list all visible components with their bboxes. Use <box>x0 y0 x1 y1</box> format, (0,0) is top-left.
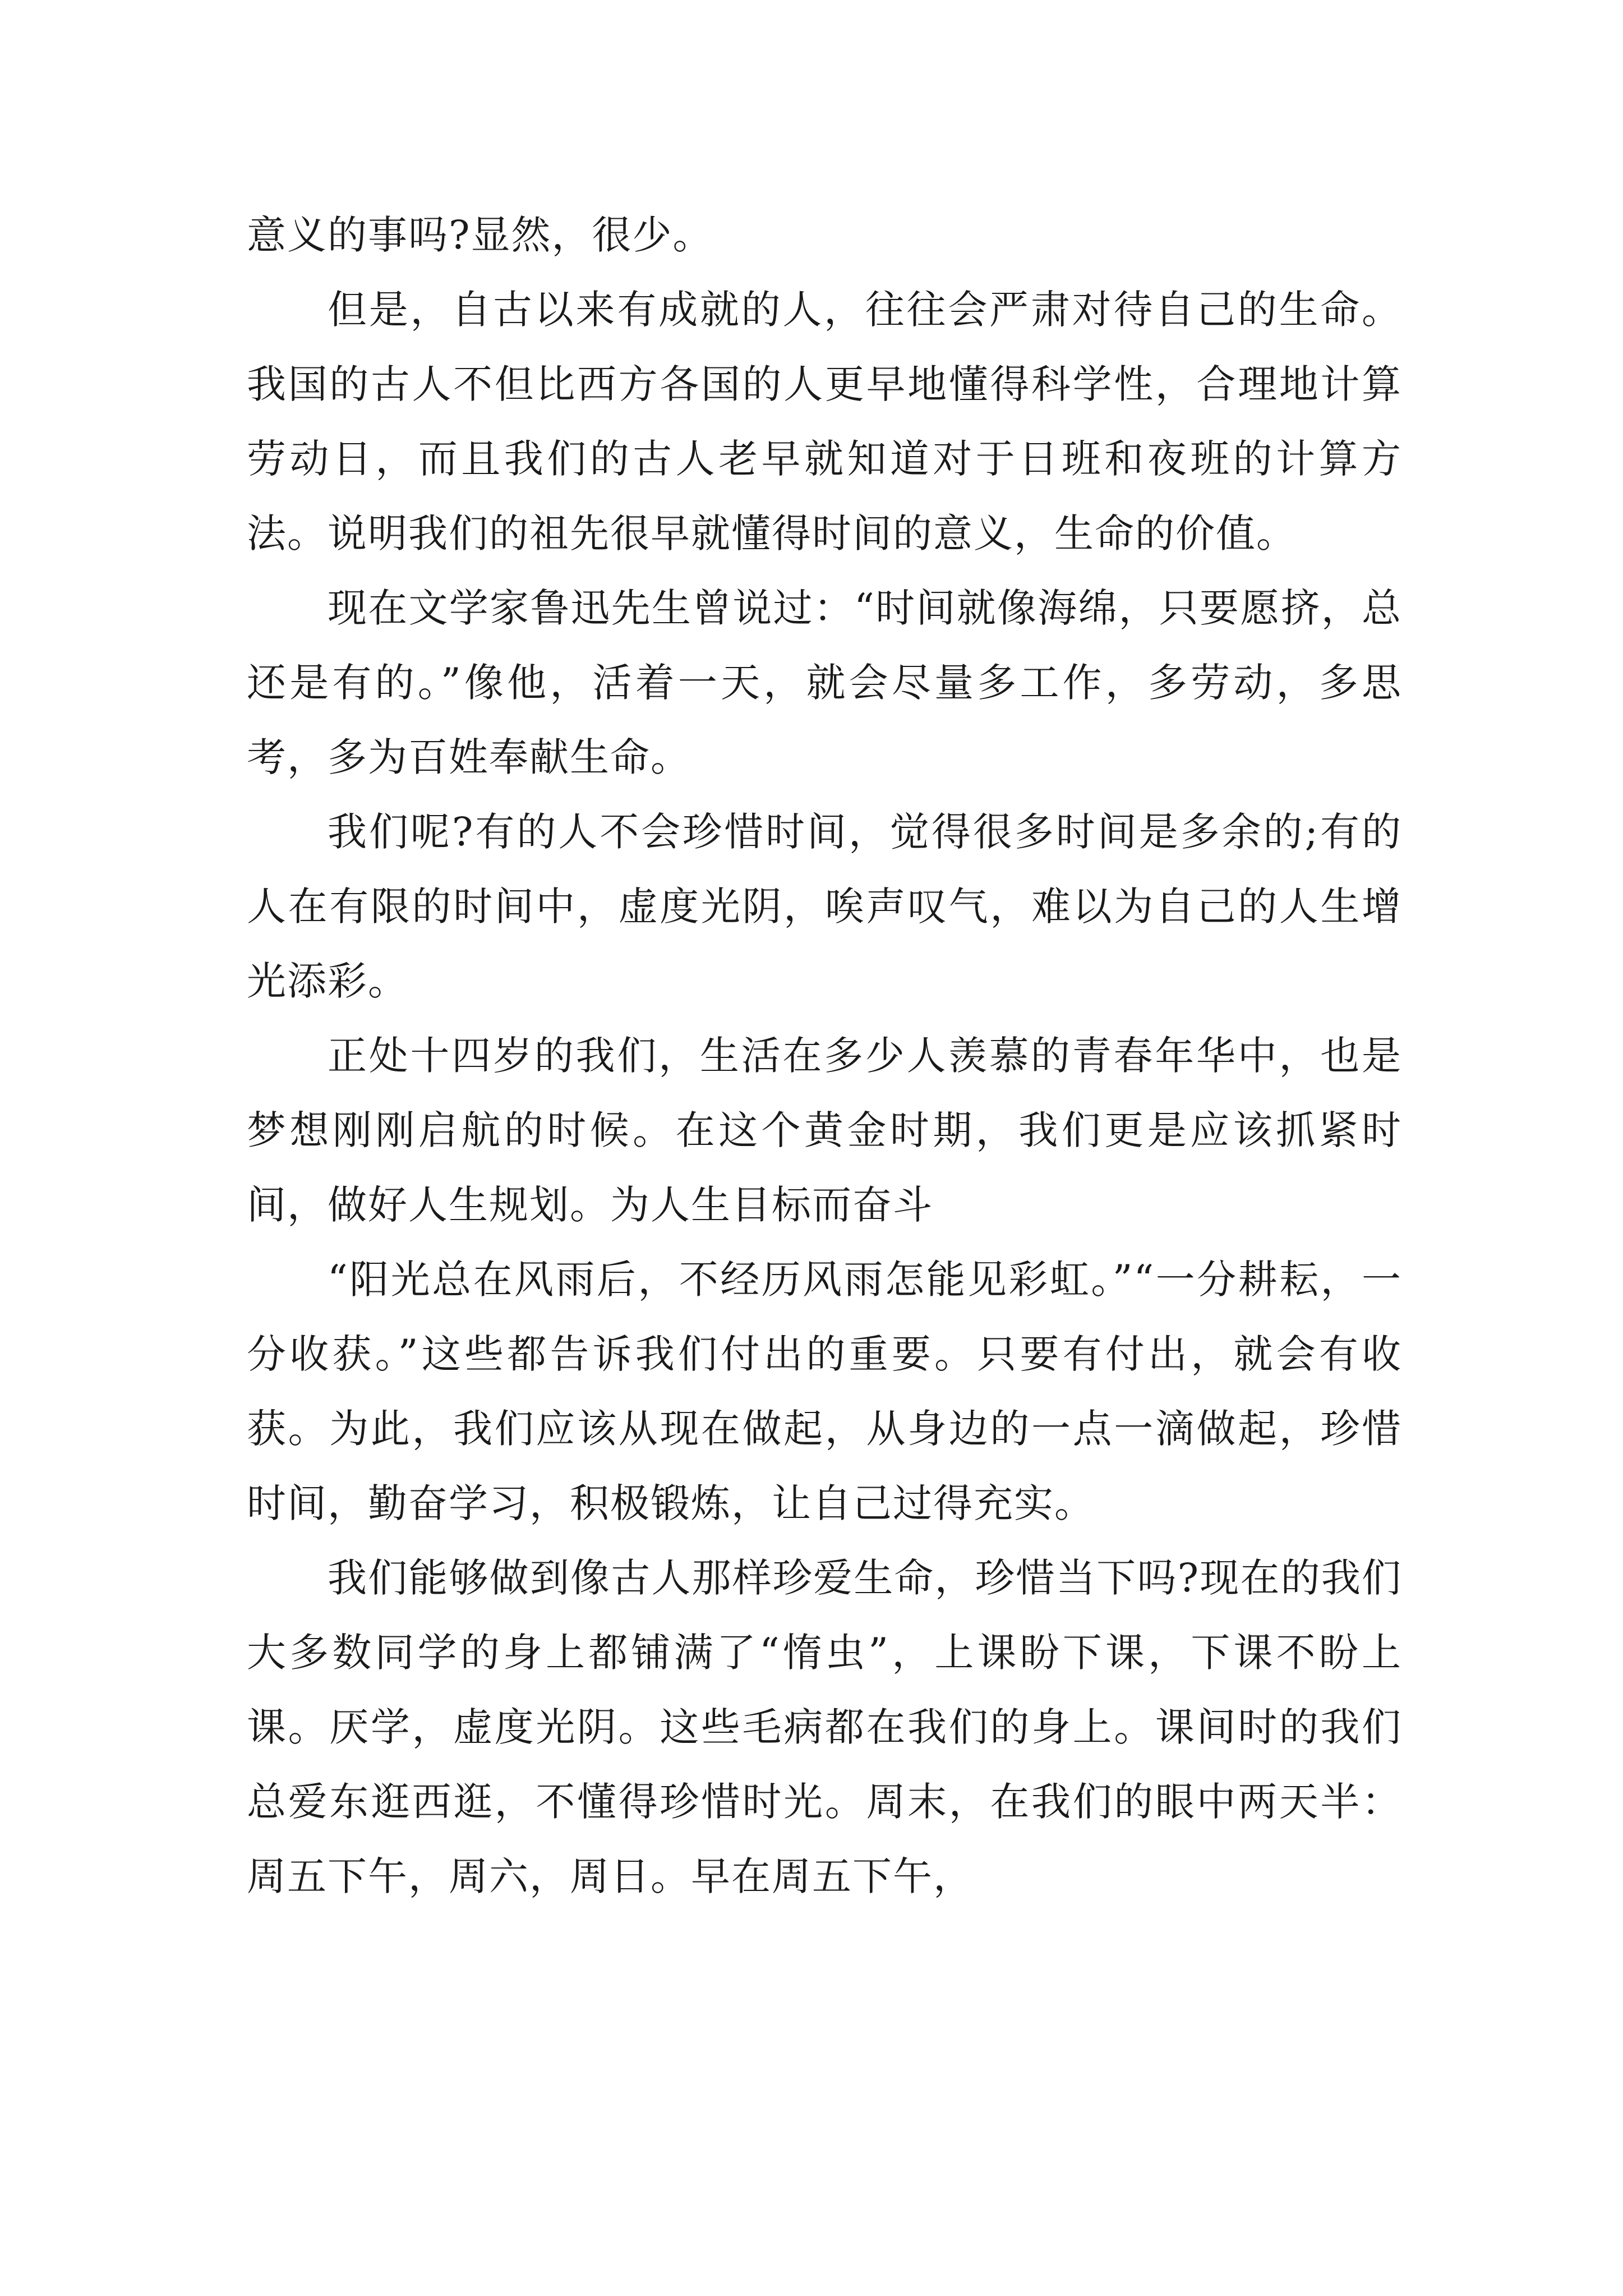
paragraph-2: 但是，自古以来有成就的人，往往会严肃对待自己的生命。我国的古人不但比西方各国的人更早地懂得科学性，合理地计算劳动日，而且我们的古人老早就知道对于日班和夜班的计算方法。说明我们的祖先很早就懂得时间的意义，生命的价值。 <box>247 287 1402 556</box>
paragraph-4: 我们呢?有的人不会珍惜时间，觉得很多时间是多余的;有的人在有限的时间中，虚度光阴，唉声叹气，难以为自己的人生增光添彩。 <box>247 809 1402 1004</box>
paragraph-5: 正处十四岁的我们，生活在多少人羡慕的青春年华中，也是梦想刚刚启航的时候。在这个黄金时期，我们更是应该抓紧时间，做好人生规划。为人生目标而奋斗 <box>247 1033 1402 1228</box>
document-page <box>247 198 1402 1914</box>
paragraph-1: 意义的事吗?显然，很少。 <box>247 212 713 258</box>
paragraph-3: 现在文学家鲁迅先生曾说过：“时间就像海绵，只要愿挤，总还是有的。”像他，活着一天，就会尽量多工作，多劳动，多思考，多为百姓奉献生命。 <box>247 585 1402 780</box>
paragraph-6: “阳光总在风雨后，不经历风雨怎能见彩虹。”“一分耕耘，一分收获。”这些都告诉我们付出的重要。只要有付出，就会有收获。为此，我们应该从现在做起，从身边的一点一滴做起，珍惜时间，勤奋学习，积极锻炼，让自己过得充实。 <box>247 1257 1402 1526</box>
paragraph-7: 我们能够做到像古人那样珍爱生命，珍惜当下吗?现在的我们大多数同学的身上都铺满了“惰虫”，上课盼下课，下课不盼上课。厌学，虚度光阴。这些毛病都在我们的身上。课间时的我们总爱东逛西逛，不懂得珍惜时光。周末，在我们的眼中两天半：周五下午，周六，周日。早在周五下午， <box>247 1555 1402 1899</box>
